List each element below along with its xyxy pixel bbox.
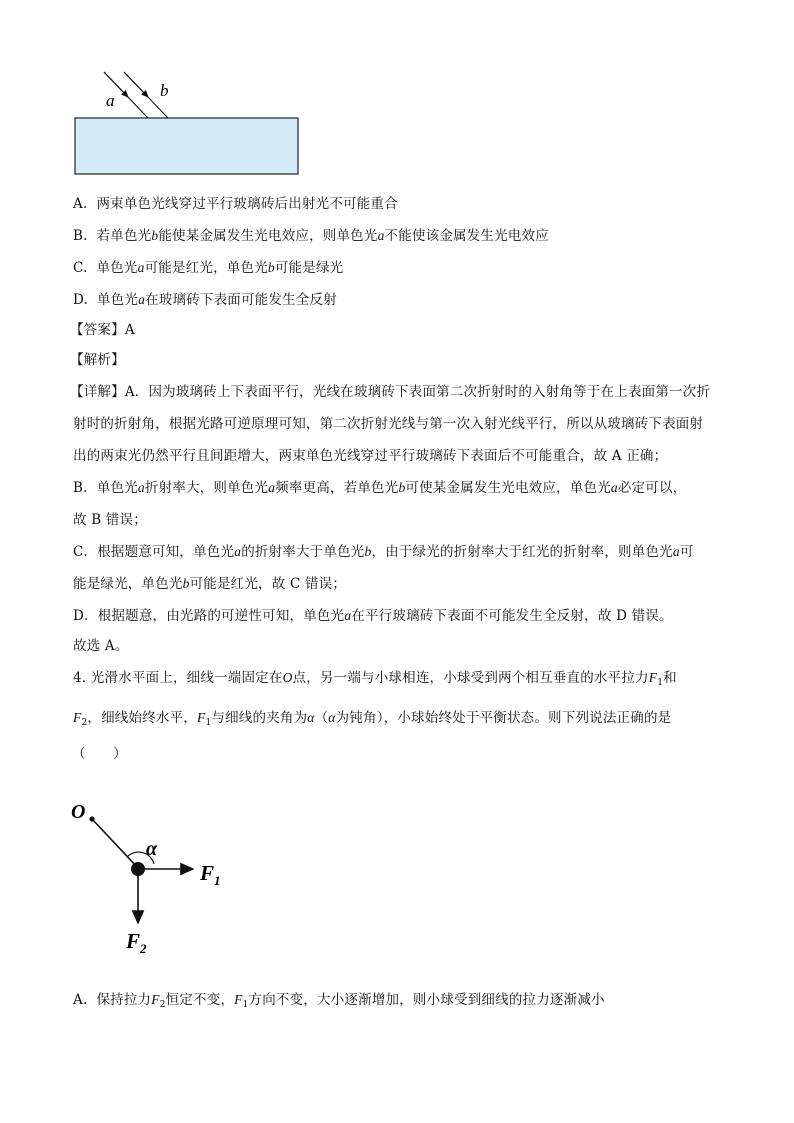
point-o-label: O [71,801,86,823]
q4-text: 和 [663,670,677,686]
option-prefix: A. [73,992,88,1008]
var-a: a [377,228,385,243]
detail-tag: 【详解】 [70,384,125,400]
detail-text: 的折射率大于单色光 [241,544,365,560]
option-text: 可能是绿光 [274,260,344,276]
detail-text: 频率更高，若单色光 [275,480,399,496]
detail-line-d [73,604,673,624]
var-b: b [398,480,406,495]
answer-line [70,318,135,338]
q4-option-a [73,988,605,1010]
option-text: 方向不变，大小逐渐增加，则小球受到细线的拉力逐渐减小 [248,992,605,1008]
force-f: F [648,670,658,685]
var-a: a [672,544,680,559]
analysis-tag [70,348,125,368]
var-a: a [268,480,276,495]
alpha-label: α [146,838,158,860]
var-a: a [234,544,242,559]
ray-b-label: b [160,81,169,100]
subscript: 1 [242,1000,249,1010]
answer-tag: 【答案】 [70,322,125,338]
detail-text: 必定可以， [617,480,687,496]
detail-text: 射时的折射角，根据光路可逆原理可知，第二次折射光线与第一次入射光线平行，所以从玻璃砖下表面射 [73,416,704,432]
q4-text: 与细线的夹角为 [211,710,308,726]
var-a: a [610,480,618,495]
detail-line-b2 [73,508,147,528]
subscript: 2 [159,1000,166,1010]
detail-conclusion [73,634,129,654]
force-f: F [151,992,160,1007]
var-a: a [137,480,145,495]
q4-text: ，细线始终水平， [87,710,197,726]
var-a: a [344,608,352,623]
subscript: 2 [81,718,88,728]
force-diagram [66,796,236,958]
q4-line-2 [73,706,671,728]
var-b: b [182,576,190,591]
option-d [73,288,337,308]
detail-line-2 [73,412,703,432]
option-text: 若单色光 [96,228,152,244]
q4-bracket [72,742,127,762]
q4-line-1 [73,666,677,688]
detail-line-c2 [73,572,346,592]
q4-text: 4. 光滑水平面上，细线一端固定在 [73,670,283,686]
q4-text: 为钝角），小球始终处于平衡状态。则下列说法正确的是 [335,710,672,726]
subscript: 1 [657,678,664,688]
alpha-symbol: α [328,710,336,725]
subscript: 1 [205,718,212,728]
analysis-label: 【解析】 [70,352,125,368]
answer-value: A [124,322,135,338]
detail-line-1 [70,380,710,400]
q4-text: 点，另一端与小球相连，小球受到两个相互垂直的水平拉力 [292,670,649,686]
var-b: b [364,544,372,559]
f2-label: $F_2$ [126,929,147,956]
f1-label: $F_1$ [200,861,221,888]
option-text: 恒定不变， [165,992,235,1008]
detail-text: 出的两束光仍然平行且间距增大，两束单色光线穿过平行玻璃砖下表面后不可能重合，故 A 正确； [73,448,668,464]
detail-text: 可使某金属发生光电效应，单色光 [405,480,611,496]
ray-b-arrow [124,72,148,97]
q4-text: （ [314,710,329,726]
option-text: 可能是红光，单色光 [144,260,268,276]
var-a: a [137,260,145,275]
option-text: 两束单色光线穿过平行玻璃砖后出射光不可能重合 [96,196,398,212]
string-line [92,819,138,868]
option-text: 在玻璃砖下表面可能发生全反射 [145,292,337,308]
detail-text: 折射率大，则单色光 [144,480,269,496]
detail-text: 故 B 错误； [73,512,147,528]
detail-text: 在平行玻璃砖下表面不可能发生全反射，故 D 错误。 [351,608,673,624]
option-text: 不能使该金属发生光电效应 [384,228,549,244]
point-o: O [282,670,293,685]
detail-text: 故选 A。 [73,638,129,654]
detail-line-b1 [73,476,686,496]
force-f: F [197,710,206,725]
option-text: 单色光 [96,260,138,276]
option-text: 保持拉力 [96,992,152,1008]
ray-a-label: a [106,91,115,110]
force-f: F [73,710,82,725]
detail-text: 可 [679,544,694,560]
detail-text: D．根据题意，由光路的可逆性可知，单色光 [73,608,345,624]
option-prefix: B. [73,228,88,244]
detail-text: ，由于绿光的折射率大于红光的折射率，则单色光 [371,544,673,560]
detail-text: B．单色光 [73,480,138,496]
option-c [73,256,343,276]
var-b: b [151,228,159,243]
detail-text: 能是绿光，单色光 [73,576,183,592]
detail-line-c1 [73,540,694,560]
ball [131,862,145,876]
answer-bracket: （ ） [72,746,127,762]
option-b [73,224,549,244]
option-a [73,192,398,212]
detail-text: 可能是红光，故 C 错误； [189,576,347,592]
option-text: 能使某金属发生光电效应，则单色光 [158,228,378,244]
var-b: b [267,260,275,275]
detail-text: C．根据题意可知，单色光 [73,544,235,560]
var-a: a [138,292,146,307]
option-prefix: C. [73,260,88,276]
glass-slab [75,118,298,174]
detail-line-3 [73,444,667,464]
option-text: 单色光 [97,292,139,308]
detail-text: A．因为玻璃砖上下表面平行，光线在玻璃砖下表面第二次折射时的入射角等于在上表面第一次折 [124,384,711,400]
option-prefix: A. [73,196,88,212]
glass-slab-figure [70,66,310,180]
option-prefix: D. [73,292,89,308]
force-f: F [234,992,243,1007]
alpha-symbol: α [307,710,315,725]
